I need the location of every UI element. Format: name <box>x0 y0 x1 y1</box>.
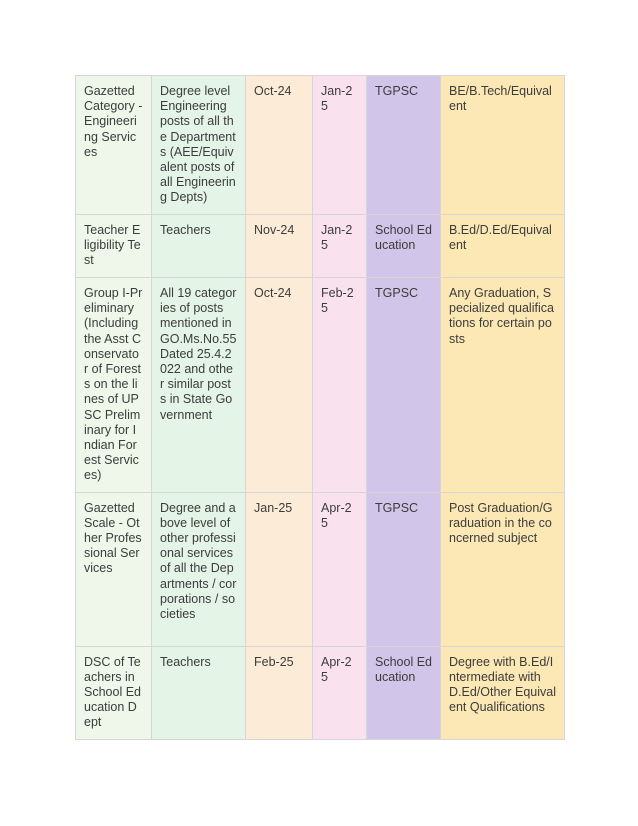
recruiting-agency-cell: School Education <box>367 215 441 278</box>
notification-month-cell: Nov-24 <box>246 215 313 278</box>
exam-category-cell: Teacher Eligibility Test <box>76 215 152 278</box>
exam-month-cell: Jan-25 <box>313 76 367 215</box>
qualification-cell: B.Ed/D.Ed/Equivalent <box>441 215 565 278</box>
recruitment-schedule-table <box>75 75 565 740</box>
posts-cell: Degree level Engineering posts of all the Departments (AEE/Equivalent posts of all Engineering Depts) <box>152 76 246 215</box>
exam-category-cell: Gazetted Scale - Other Professional Services <box>76 492 152 646</box>
qualification-cell: Any Graduation, Specialized qualifications for certain posts <box>441 278 565 493</box>
recruiting-agency-cell: School Education <box>367 646 441 739</box>
exam-month-cell: Jan-25 <box>313 215 367 278</box>
table-row <box>76 278 565 493</box>
table-row <box>76 646 565 739</box>
posts-cell: Teachers <box>152 646 246 739</box>
notification-month-cell: Feb-25 <box>246 646 313 739</box>
qualification-cell: BE/B.Tech/Equivalent <box>441 76 565 215</box>
recruiting-agency-cell: TGPSC <box>367 492 441 646</box>
posts-cell: Teachers <box>152 215 246 278</box>
posts-cell: Degree and above level of other professional services of all the Departments / corporations / societies <box>152 492 246 646</box>
recruiting-agency-cell: TGPSC <box>367 76 441 215</box>
exam-category-cell: Group I-Preliminary (Including the Asst Conservator of Forests on the lines of UPSC Preliminary for Indian Forest Services) <box>76 278 152 493</box>
notification-month-cell: Jan-25 <box>246 492 313 646</box>
qualification-cell: Degree with B.Ed/Intermediate with D.Ed/Other Equivalent Qualifications <box>441 646 565 739</box>
exam-category-cell: DSC of Teachers in School Education Dept <box>76 646 152 739</box>
notification-month-cell: Oct-24 <box>246 278 313 493</box>
exam-month-cell: Feb-25 <box>313 278 367 493</box>
qualification-cell: Post Graduation/Graduation in the concerned subject <box>441 492 565 646</box>
exam-month-cell: Apr-25 <box>313 492 367 646</box>
notification-month-cell: Oct-24 <box>246 76 313 215</box>
exam-category-cell: Gazetted Category - Engineering Services <box>76 76 152 215</box>
table-row <box>76 215 565 278</box>
table-row <box>76 492 565 646</box>
exam-month-cell: Apr-25 <box>313 646 367 739</box>
recruiting-agency-cell: TGPSC <box>367 278 441 493</box>
table-row <box>76 76 565 215</box>
posts-cell: All 19 categories of posts mentioned in GO.Ms.No.55 Dated 25.4.2022 and other similar posts in State Government <box>152 278 246 493</box>
